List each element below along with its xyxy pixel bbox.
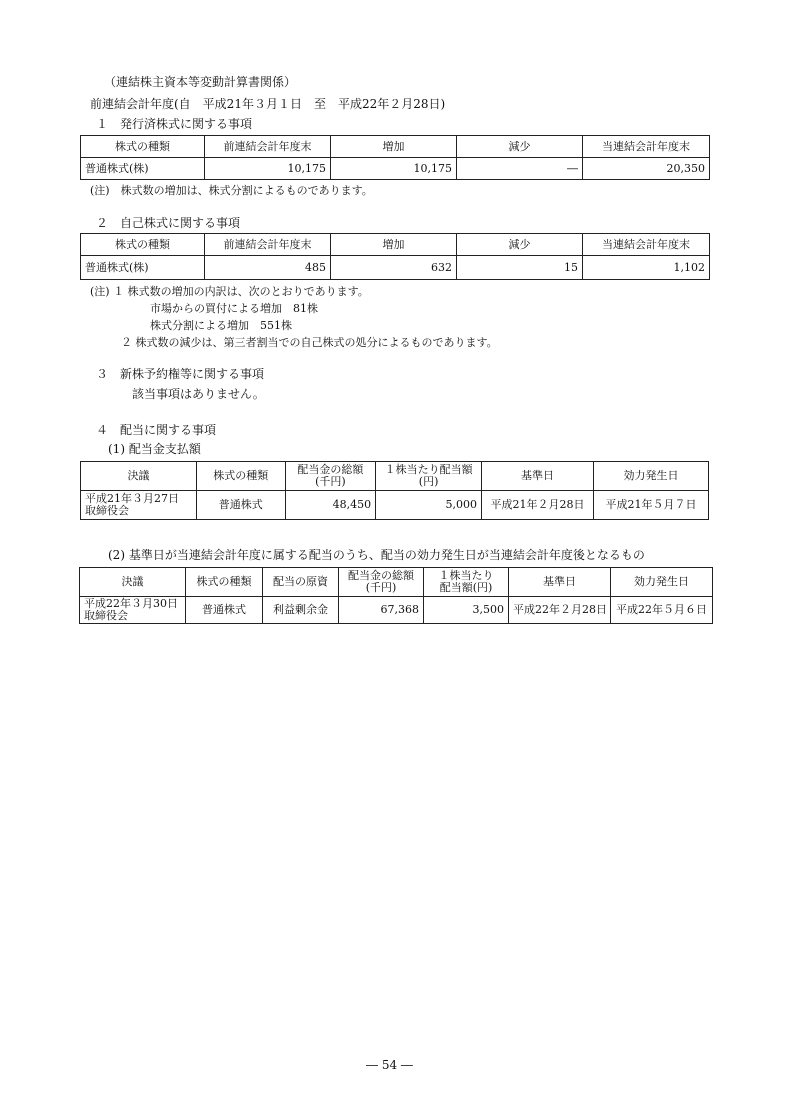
header-cell: 株式の種類 — [186, 568, 263, 597]
section4-sub1-title: (1) 配当金支払額 — [108, 442, 201, 456]
header-cell: 株式の種類 — [81, 136, 205, 158]
value-cell: 1,102 — [583, 256, 710, 280]
share-type-cell: 普通株式 — [197, 491, 286, 520]
header-cell: 減少 — [457, 234, 583, 256]
value-cell: 20,350 — [583, 158, 710, 180]
header-cell: 決議 — [80, 568, 186, 597]
value-cell: ― — [457, 158, 583, 180]
share-type-cell: 普通株式(株) — [81, 256, 205, 280]
header-cell: 当連結会計年度末 — [583, 136, 710, 158]
header-cell: 株式の種類 — [81, 234, 205, 256]
table-header-row — [81, 234, 710, 256]
section1-note: (注) 株式数の増加は、株式分割によるものであります。 — [90, 184, 373, 197]
resolution-cell: 平成21年３月27日 取締役会 — [81, 491, 197, 520]
header-cell: 配当金の総額 (千円) — [339, 568, 424, 597]
section1-title: １ 発行済株式に関する事項 — [96, 117, 253, 131]
value-cell: 48,450 — [285, 491, 376, 520]
issued-shares-table — [80, 135, 710, 180]
page-number: ― 54 ― — [366, 1058, 413, 1072]
header-cell: 効力発生日 — [593, 462, 708, 491]
header-cell: 減少 — [457, 136, 583, 158]
source-cell: 利益剰余金 — [263, 597, 339, 624]
header-cell: 基準日 — [509, 568, 611, 597]
value-cell: 485 — [205, 256, 331, 280]
header-cell: 株式の種類 — [197, 462, 286, 491]
table-header-row — [81, 462, 709, 491]
header-cell: 基準日 — [482, 462, 594, 491]
section2-note-3: 株式分割による増加 551株 — [150, 319, 292, 332]
header-cell: 前連結会計年度末 — [205, 234, 331, 256]
record-date-cell: 平成22年２月28日 — [509, 597, 611, 624]
dividend-paid-table — [80, 461, 709, 520]
treasury-shares-table — [80, 233, 710, 280]
header-cell: 増加 — [331, 234, 457, 256]
section2-note-1: (注) １ 株式数の増加の内訳は、次のとおりであります。 — [90, 285, 369, 298]
value-cell: 10,175 — [205, 158, 331, 180]
section-heading: （連結株主資本等変動計算書関係） — [104, 75, 297, 89]
header-cell: 決議 — [81, 462, 197, 491]
section2-title: ２ 自己株式に関する事項 — [96, 216, 241, 230]
table-header-row — [80, 568, 713, 597]
value-cell: 67,368 — [339, 597, 424, 624]
section2-note-2: 市場からの買付による増加 81株 — [150, 302, 318, 315]
value-cell: 15 — [457, 256, 583, 280]
section3-title: ３ 新株予約権等に関する事項 — [96, 367, 265, 381]
header-cell: 当連結会計年度末 — [583, 234, 710, 256]
section3-body: 該当事項はありません。 — [132, 387, 265, 401]
header-cell: 効力発生日 — [611, 568, 713, 597]
header-cell: １株当たり 配当額(円) — [424, 568, 509, 597]
header-cell: 配当金の総額 (千円) — [285, 462, 376, 491]
header-cell: 前連結会計年度末 — [205, 136, 331, 158]
period-text: 前連結会計年度(自 平成21年３月１日 至 平成22年２月28日) — [90, 97, 446, 111]
header-cell: １株当たり配当額 (円) — [376, 462, 482, 491]
header-cell: 配当の原資 — [263, 568, 339, 597]
resolution-cell: 平成22年３月30日 取締役会 — [80, 597, 186, 624]
table-row — [81, 158, 710, 180]
table-row — [81, 491, 709, 520]
value-cell: 3,500 — [424, 597, 509, 624]
dividend-future-table — [79, 567, 713, 624]
share-type-cell: 普通株式(株) — [81, 158, 205, 180]
table-row — [80, 597, 713, 624]
effective-date-cell: 平成21年５月７日 — [593, 491, 708, 520]
effective-date-cell: 平成22年５月６日 — [611, 597, 713, 624]
record-date-cell: 平成21年２月28日 — [482, 491, 594, 520]
section4-title: ４ 配当に関する事項 — [96, 423, 217, 437]
share-type-cell: 普通株式 — [186, 597, 263, 624]
section4-sub2-title: (2) 基準日が当連結会計年度に属する配当のうち、配当の効力発生日が当連結会計年度後となるもの — [108, 548, 645, 562]
value-cell: 5,000 — [376, 491, 482, 520]
value-cell: 632 — [331, 256, 457, 280]
value-cell: 10,175 — [331, 158, 457, 180]
section2-note-4: ２ 株式数の減少は、第三者割当での自己株式の処分によるものであります。 — [121, 336, 498, 349]
table-row — [81, 256, 710, 280]
table-header-row — [81, 136, 710, 158]
header-cell: 増加 — [331, 136, 457, 158]
